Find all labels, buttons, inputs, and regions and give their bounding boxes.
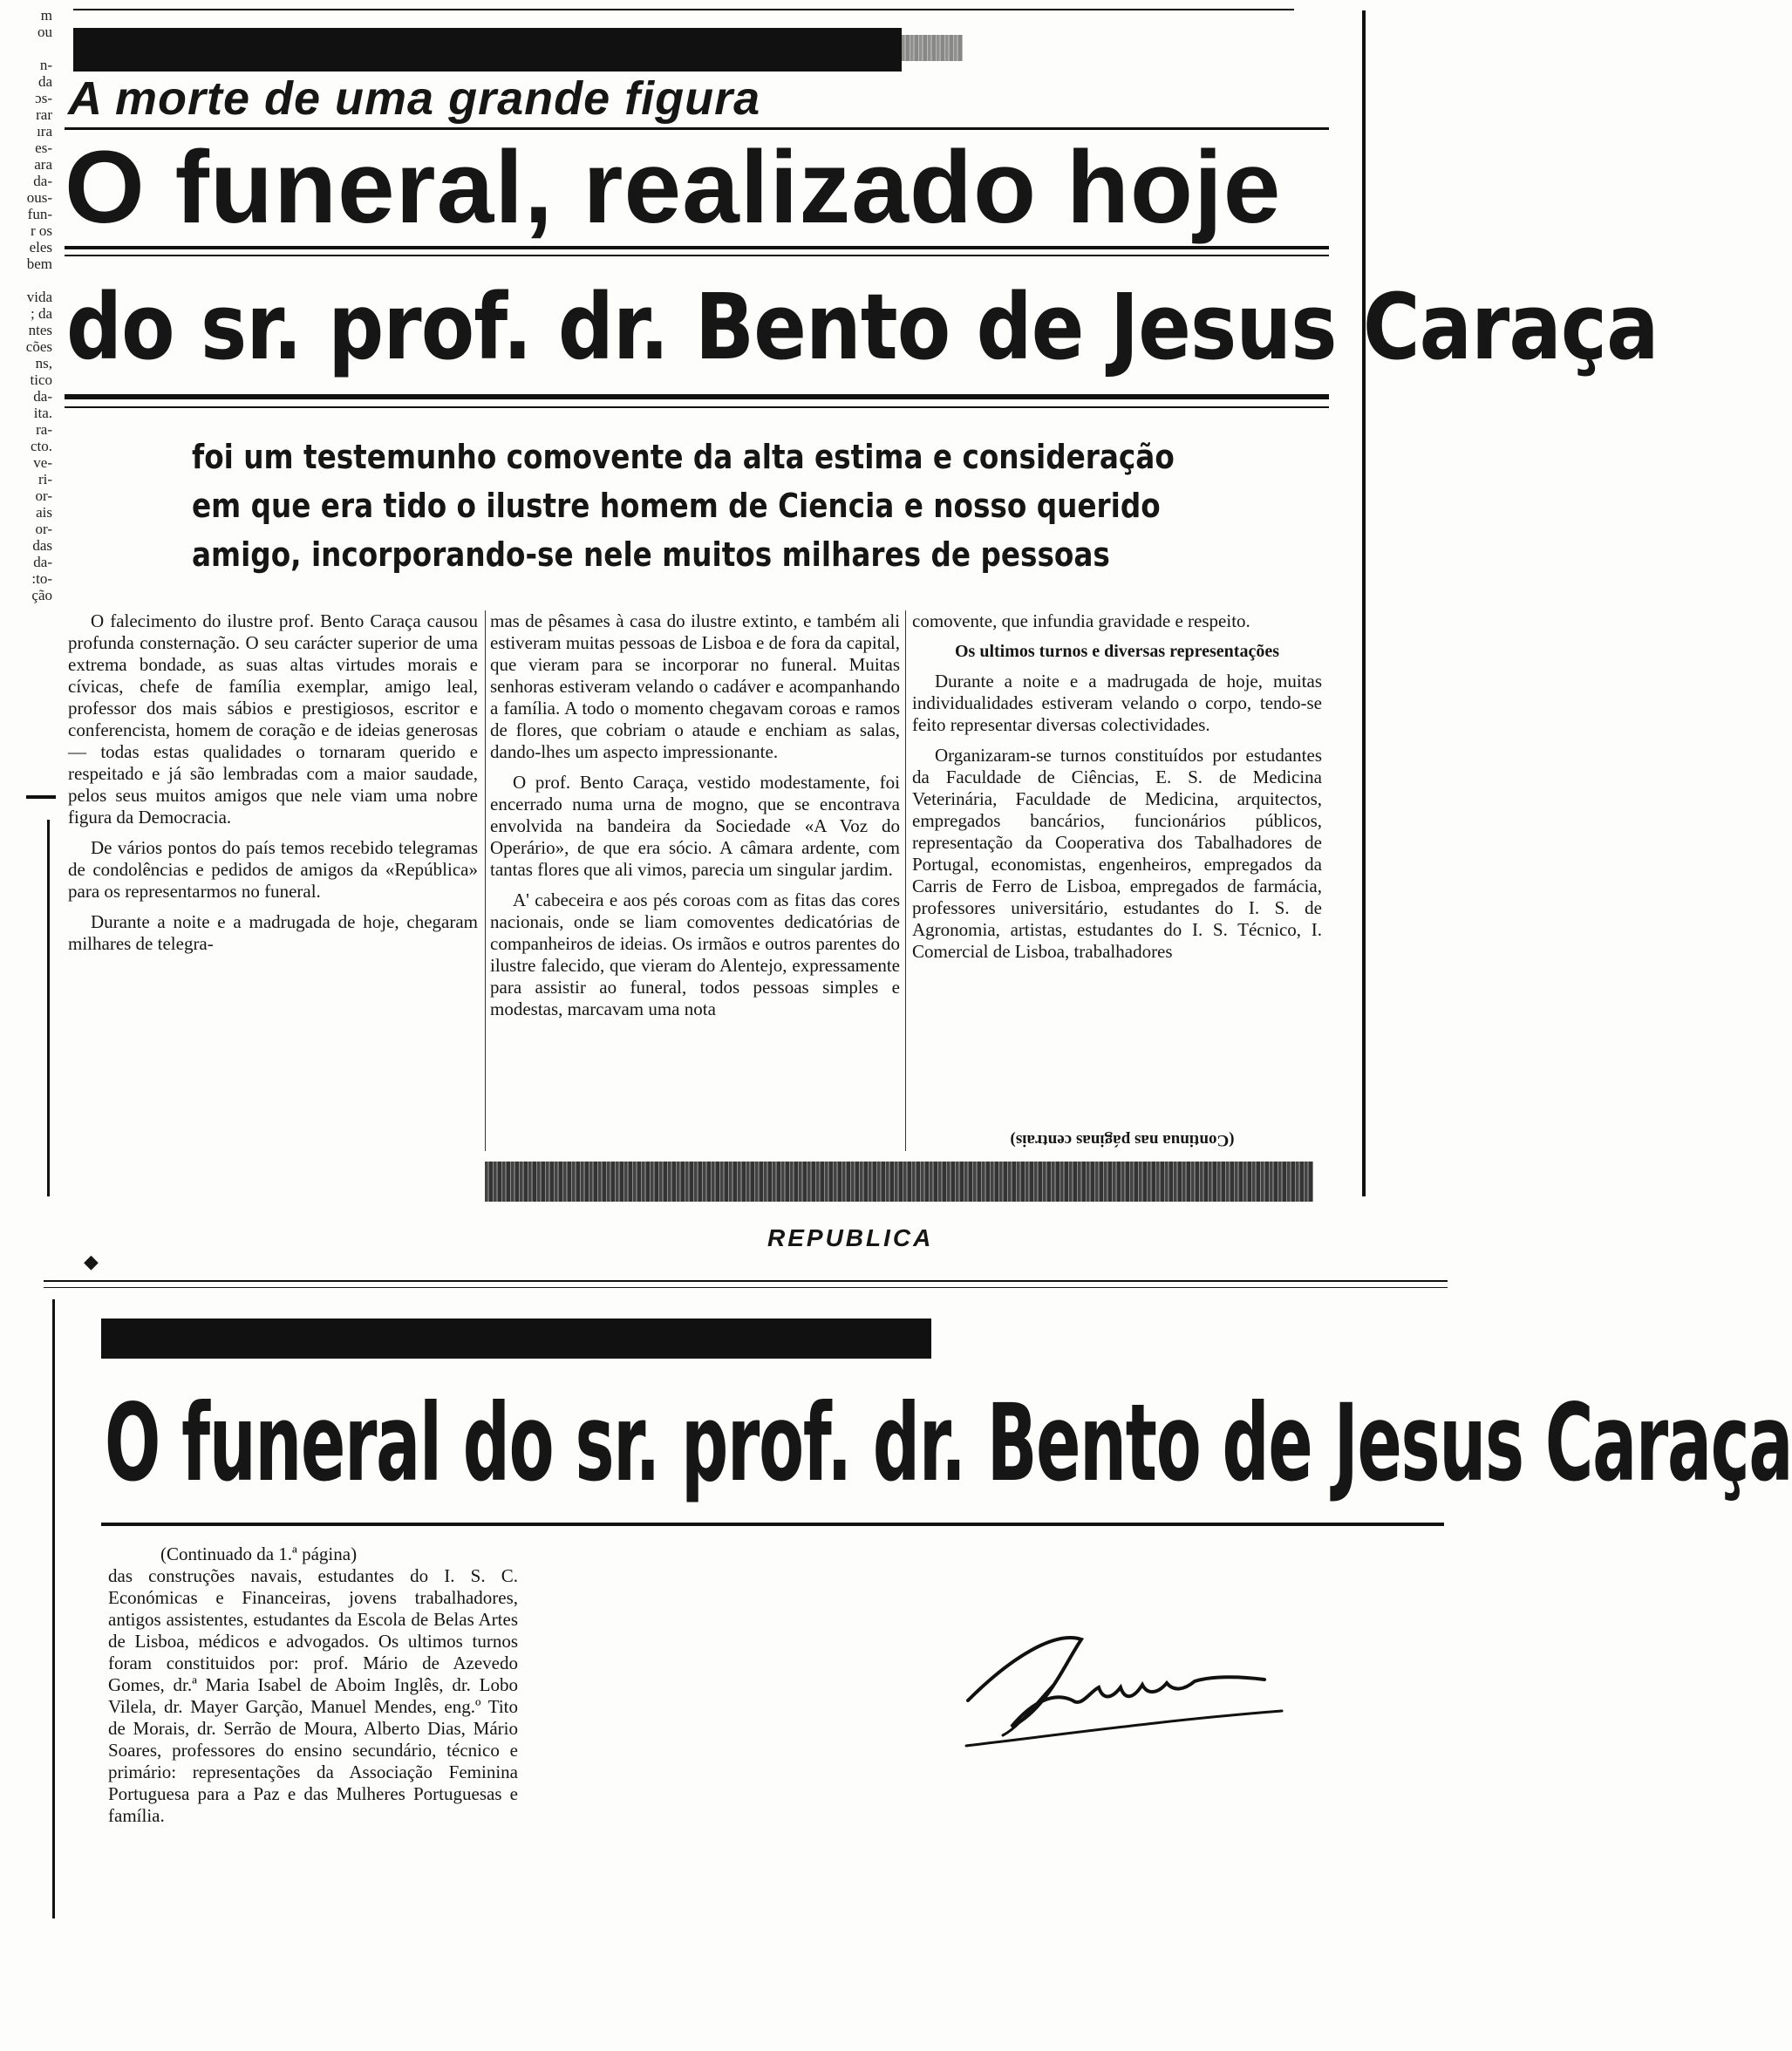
bottom-banner-texture <box>485 1162 1313 1202</box>
margin-fragment: da <box>37 73 52 90</box>
continued-note: (Continua nas páginas centrais) <box>1010 1131 1235 1149</box>
margin-fragment: ção <box>31 587 52 603</box>
deck-line-3: amigo, incorporando-se nele muitos milhares de pessoas <box>192 535 1110 574</box>
margin-fragment: ou <box>37 24 52 40</box>
margin-fragment: ıra <box>37 123 52 140</box>
col3-subhead: Os ultimos turnos e diversas representações <box>954 642 1279 661</box>
right-border <box>1362 10 1366 1196</box>
margin-fragment: ra- <box>36 421 52 438</box>
margin-fragment: eles <box>29 239 52 256</box>
top-banner-texture <box>902 35 963 61</box>
margin-fragment: m <box>40 7 52 24</box>
page2-headline: O funeral do sr. prof. dr. Bento de Jesus Caraça <box>105 1381 1792 1505</box>
headline-2: do sr. prof. dr. Bento de Jesus Caraça <box>66 274 1659 380</box>
margin-fragment: n- <box>39 57 52 73</box>
headline-rule-2b <box>65 406 1329 408</box>
margin-fragment: ve- <box>33 454 52 471</box>
margin-fragment: das <box>32 537 52 554</box>
margin-vertical <box>47 820 50 1196</box>
margin-fragment: da- <box>33 388 52 405</box>
margin-fragment <box>0 272 52 289</box>
top-banner-bar <box>73 28 902 72</box>
kicker: A morte de uma grande figura <box>68 72 761 125</box>
col1-paragraph-2: De vários pontos do país temos recebido telegramas de condolências e pedidos de amigos da «República» para os representarmos no funeral. <box>68 837 478 902</box>
margin-fragment: rar <box>36 106 52 123</box>
col3-paragraph-1: Durante a noite e a madrugada de hoje, muitas individualidades estiveram velando o corpo, tendo-se feito representar diversas colectividades. <box>912 671 1322 735</box>
margin-fragment: cto. <box>30 438 52 454</box>
masthead: REPUBLICA <box>767 1224 934 1251</box>
margin-fragment: ous- <box>26 189 52 206</box>
headline-rule-2a <box>65 394 1329 399</box>
article-column-2 <box>490 610 900 1029</box>
top-edge-rule <box>73 9 1294 10</box>
page2-body: das construções navais, estudantes do I. S. C. Económicas e Financeiras, jovens trabalhadores, antigos assistentes, estudantes da Escola de Belas Artes de Lisboa, médicos e advogados. Os ultimos turnos foram constituidos por: prof. Mário de Azevedo Gomes, dr.ª Maria Isabel de Aboim Inglês, dr. Lobo Vilela, dr. Mayer Garção, Manuel Mendes, eng.º Tito de Morais, dr. Serrão de Moura, Alberto Dias, Mário Soares, professores do ensino secundário, técnico e primário: representações da Associação Feminina Portuguesa para a Paz e das Mulheres Portuguesas e família. <box>108 1565 518 1826</box>
deck-line-1: foi um testemunho comovente da alta estima e consideração <box>192 438 1175 476</box>
headline-rule-1a <box>65 246 1329 249</box>
bullet-icon: ◆ <box>84 1250 99 1272</box>
margin-fragment: ita. <box>33 405 52 421</box>
col2-paragraph-3: A' cabeceira e aos pés coroas com as fitas das cores nacionais, onde se liam comoventes dedicatórias de companheiros de ideias. Os irmãos e outros parentes do ilustre falecido, que vieram do Alentejo, expressamente para assistir ao funeral, todos pessoas simples e modestas, marcavam uma nota <box>490 889 900 1019</box>
margin-fragment: ara <box>34 156 52 173</box>
column-divider-2 <box>905 610 906 1151</box>
margin-fragment: or- <box>35 487 52 504</box>
deck <box>192 433 1325 579</box>
page2-left-border <box>52 1299 55 1918</box>
margin-fragment: ɔs- <box>35 90 52 106</box>
margin-fragment: r os <box>30 222 52 239</box>
continued-from: (Continuado da 1.ª página) <box>160 1543 358 1564</box>
col1-paragraph-1: O falecimento do ilustre prof. Bento Caraça causou profunda consternação. O seu carácter superior de uma extrema bondade, as suas altas virtudes morais e cívicas, chefe de família exemplar, amigo leal, professor dos mais sábios e prestigiosos, escritor e conferencista, homem de coração e de ideias generosas — todas estas qualidades o tornaram querido e respeitado e já são lembradas com a maior saudade, pelos seus muitos amigos que nele viam uma nobre figura da Democracia. <box>68 610 478 828</box>
handwritten-signature <box>951 1605 1299 1761</box>
margin-fragment: bem <box>26 256 52 272</box>
col3-paragraph-2: Organizaram-se turnos constituídos por estudantes da Faculdade de Ciências, E. S. de Medicina Veterinária, Faculdade de Medicina, arquitectos, empregados bancários, funcionários públicos, representação da Cooperativa dos Tabalhadores de Portugal, economistas, engenheiros, empregados da Carris de Ferro de Lisboa, empregados de farmácia, professores universitário, estudantes do I. S. de Agronomia, artistas, estudantes do I. S. Técnico, I. Comercial de Lisboa, trabalhadores <box>912 745 1322 962</box>
margin-fragment: ais <box>36 504 52 521</box>
margin-fragment: ntes <box>28 322 52 338</box>
margin-fragment: ri- <box>37 471 52 487</box>
page2-headline-rule <box>101 1523 1444 1526</box>
masthead-rule-2 <box>44 1287 1448 1288</box>
margin-fragment: cões <box>25 338 52 355</box>
col2-paragraph-1: mas de pêsames à casa do ilustre extinto, e também ali estiveram muitas pessoas de Lisboa e de fora da capital, que vieram para se incorporar no funeral. Muitas senhoras estiveram velando o cadáver e acompanhando a família. A todo o momento chegavam coroas e ramos de flores, que cobriam o ataude e enchiam as salas, dando-lhes um aspecto impressionante. <box>490 610 900 762</box>
column-divider-1 <box>485 610 486 1151</box>
page2-banner-bar <box>101 1318 931 1359</box>
margin-fragment: vida <box>26 289 52 305</box>
article-column-3 <box>912 610 1322 971</box>
col2-paragraph-2: O prof. Bento Caraça, vestido modestamente, foi encerrado numa urna de mogno, que se encontrava envolvida na bandeira da Sociedade «A Voz do Operário», de que era sócio. A câmara ardente, com tantas flores que ali vimos, parecia um singular jardim. <box>490 772 900 880</box>
margin-fragment: or- <box>35 521 52 537</box>
headline-1: O funeral, realizado hoje <box>65 130 1282 245</box>
margin-rule <box>26 795 56 799</box>
margin-fragment: da- <box>33 554 52 570</box>
article-column-1 <box>68 610 478 964</box>
col1-paragraph-3: Durante a noite e a madrugada de hoje, chegaram milhares de telegra- <box>68 911 478 954</box>
headline-rule-1b <box>65 255 1329 256</box>
deck-line-2: em que era tido o ilustre homem de Ciencia e nosso querido <box>192 487 1161 525</box>
margin-fragment: es- <box>35 140 52 156</box>
margin-fragments <box>0 7 52 603</box>
page2-column <box>108 1543 518 1827</box>
margin-fragment: :to- <box>31 570 52 587</box>
margin-fragment: tico <box>30 371 52 388</box>
margin-fragment <box>0 40 52 57</box>
margin-fragment: da- <box>33 173 52 189</box>
masthead-rule-1 <box>44 1280 1448 1282</box>
margin-fragment: fun- <box>27 206 52 222</box>
margin-fragment: ; da <box>30 305 52 322</box>
col3-lead: comovente, que infundia gravidade e respeito. <box>912 610 1250 631</box>
margin-fragment: ns, <box>35 355 52 371</box>
